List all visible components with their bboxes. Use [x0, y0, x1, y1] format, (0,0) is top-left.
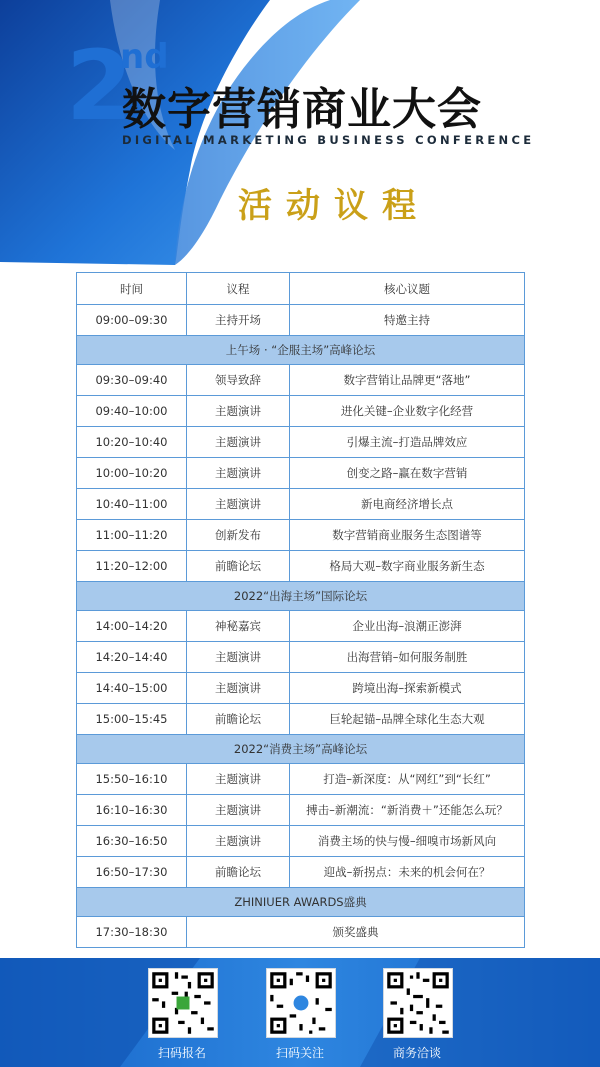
table-row — [77, 427, 525, 458]
table-row — [77, 795, 525, 826]
table-row — [77, 611, 525, 642]
topic-cell: 迎战–新拐点：未来的机会何在？ — [290, 857, 525, 888]
time-cell: 11:20–12:00 — [77, 551, 187, 582]
time-cell: 15:50–16:10 — [77, 764, 187, 795]
agenda-cell: 前瞻论坛 — [187, 857, 290, 888]
agenda-cell: 主题演讲 — [187, 826, 290, 857]
agenda-cell: 主题演讲 — [187, 458, 290, 489]
column-header-topic: 核心议题 — [290, 273, 525, 305]
agenda-cell: 主题演讲 — [187, 764, 290, 795]
time-cell: 14:20–14:40 — [77, 642, 187, 673]
agenda-cell: 主题演讲 — [187, 396, 290, 427]
conference-subtitle: DIGITAL MARKETING BUSINESS CONFERENCE — [122, 133, 535, 147]
time-cell: 16:10–16:30 — [77, 795, 187, 826]
section-row — [77, 582, 525, 611]
table-row — [77, 520, 525, 551]
table-row — [77, 551, 525, 582]
qr-code-register[interactable] — [148, 968, 218, 1038]
time-cell: 14:00–14:20 — [77, 611, 187, 642]
agenda-cell: 前瞻论坛 — [187, 551, 290, 582]
time-cell: 09:00–09:30 — [77, 305, 187, 336]
agenda-table — [76, 272, 525, 948]
edition-number: 2 — [66, 30, 129, 142]
topic-cell: 巨轮起锚–品牌全球化生态大观 — [290, 704, 525, 735]
section-row — [77, 735, 525, 764]
edition-suffix: nd — [120, 37, 169, 77]
topic-cell: 出海营销–如何服务制胜 — [290, 642, 525, 673]
table-row — [77, 305, 525, 336]
column-header-agenda: 议程 — [187, 273, 290, 305]
table-row — [77, 826, 525, 857]
agenda-cell: 主题演讲 — [187, 489, 290, 520]
section-title: ZHINIUER AWARDS盛典 — [77, 888, 525, 917]
time-cell: 14:40–15:00 — [77, 673, 187, 704]
table-row — [77, 704, 525, 735]
time-cell: 16:50–17:30 — [77, 857, 187, 888]
time-cell: 10:20–10:40 — [77, 427, 187, 458]
topic-cell: 数字营销商业服务生态图谱等 — [290, 520, 525, 551]
agenda-cell: 神秘嘉宾 — [187, 611, 290, 642]
agenda-cell: 主持开场 — [187, 305, 290, 336]
agenda-cell: 主题演讲 — [187, 642, 290, 673]
section-row — [77, 888, 525, 917]
topic-cell: 新电商经济增长点 — [290, 489, 525, 520]
table-header-row — [77, 273, 525, 305]
award-cell: 颁奖盛典 — [187, 917, 525, 948]
table-row — [77, 489, 525, 520]
qr-code-icon — [384, 969, 452, 1037]
qr-code-follow[interactable] — [266, 968, 336, 1038]
time-cell: 09:30–09:40 — [77, 365, 187, 396]
time-cell: 09:40–10:00 — [77, 396, 187, 427]
agenda-heading: 活动议程 — [238, 186, 430, 226]
agenda-cell: 领导致辞 — [187, 365, 290, 396]
topic-cell: 数字营销让品牌更“落地” — [290, 365, 525, 396]
time-cell: 17:30–18:30 — [77, 917, 187, 948]
topic-cell: 进化关键–企业数字化经营 — [290, 396, 525, 427]
topic-cell: 引爆主流–打造品牌效应 — [290, 427, 525, 458]
column-header-time: 时间 — [77, 273, 187, 305]
topic-cell: 消费主场的快与慢–细嗅市场新风向 — [290, 826, 525, 857]
agenda-cell: 主题演讲 — [187, 427, 290, 458]
table-row — [77, 458, 525, 489]
section-title: 上午场 · “企服主场”高峰论坛 — [77, 336, 525, 365]
table-row — [77, 673, 525, 704]
qr-code-icon — [267, 969, 335, 1037]
topic-cell: 搏击–新潮流：“新消费＋”还能怎么玩？ — [290, 795, 525, 826]
time-cell: 10:00–10:20 — [77, 458, 187, 489]
topic-cell: 特邀主持 — [290, 305, 525, 336]
topic-cell: 创变之路–赢在数字营销 — [290, 458, 525, 489]
section-title: 2022“消费主场”高峰论坛 — [77, 735, 525, 764]
table-row — [77, 396, 525, 427]
time-cell: 10:40–11:00 — [77, 489, 187, 520]
table-row — [77, 857, 525, 888]
agenda-cell: 创新发布 — [187, 520, 290, 551]
qr-label-business: 商务洽谈 — [392, 1046, 441, 1060]
table-row — [77, 642, 525, 673]
agenda-cell: 主题演讲 — [187, 795, 290, 826]
section-row — [77, 336, 525, 365]
topic-cell: 跨境出海–探索新模式 — [290, 673, 525, 704]
agenda-cell: 前瞻论坛 — [187, 704, 290, 735]
qr-label-follow: 扫码关注 — [275, 1046, 324, 1060]
time-cell: 16:30–16:50 — [77, 826, 187, 857]
table-row — [77, 764, 525, 795]
table-row — [77, 917, 525, 948]
table-row — [77, 365, 525, 396]
qr-code-icon — [149, 969, 217, 1037]
qr-code-business[interactable] — [383, 968, 453, 1038]
topic-cell: 打造–新深度：从“网红”到“长红” — [290, 764, 525, 795]
topic-cell: 企业出海–浪潮正澎湃 — [290, 611, 525, 642]
agenda-cell: 主题演讲 — [187, 673, 290, 704]
footer-bar — [0, 958, 600, 1067]
conference-title: 数字营销商业大会 — [122, 84, 482, 135]
qr-label-register: 扫码报名 — [157, 1046, 206, 1060]
topic-cell: 格局大观–数字商业服务新生态 — [290, 551, 525, 582]
section-title: 2022“出海主场”国际论坛 — [77, 582, 525, 611]
time-cell: 11:00–11:20 — [77, 520, 187, 551]
time-cell: 15:00–15:45 — [77, 704, 187, 735]
